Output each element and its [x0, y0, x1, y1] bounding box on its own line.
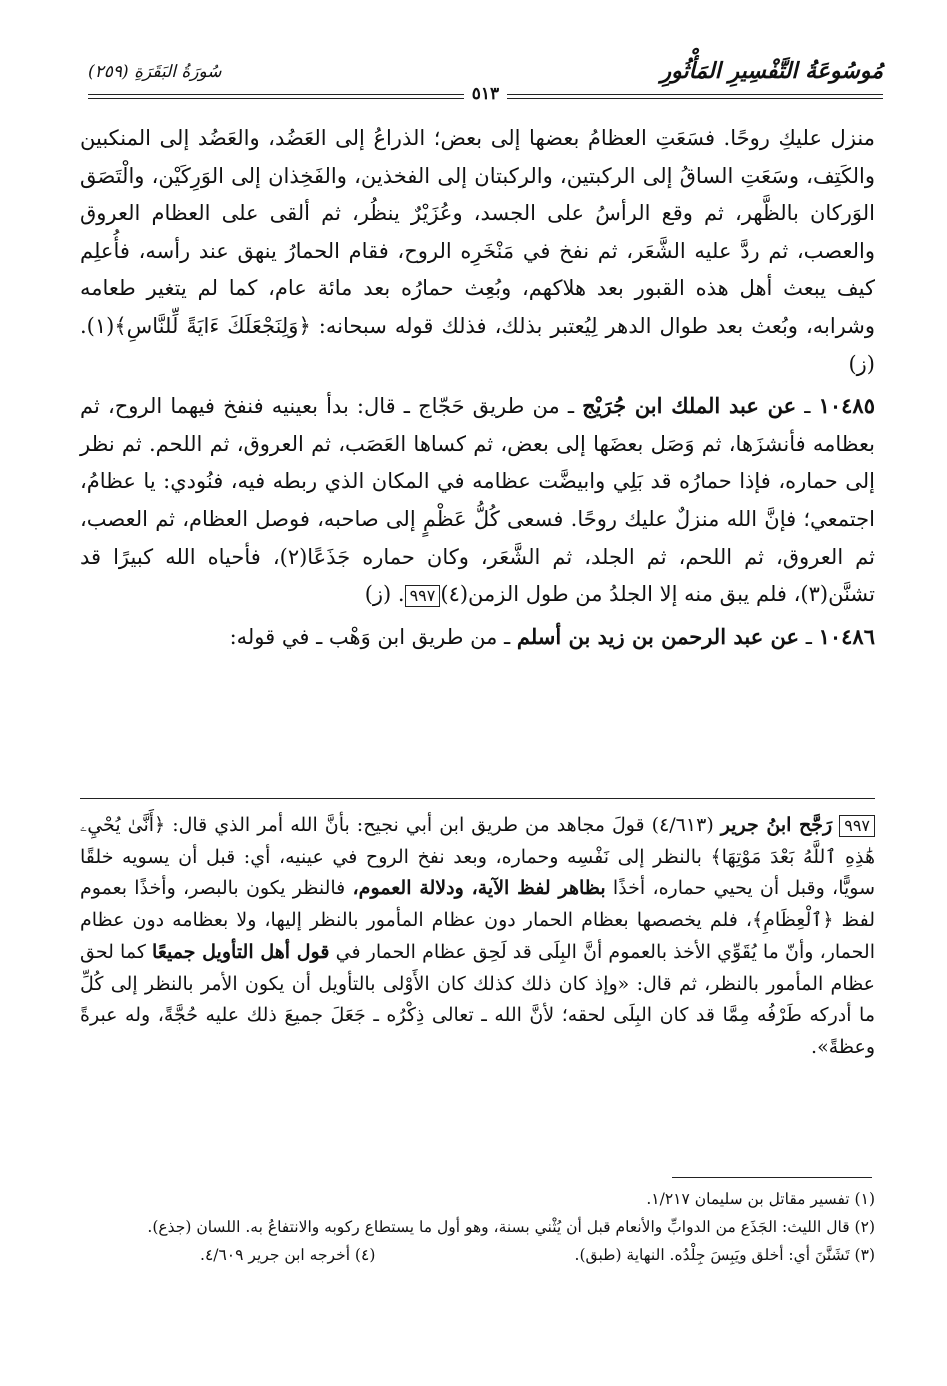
entry-tail: . (ز)	[364, 582, 405, 607]
note-emphasis: قول أهل التأويل جميعًا	[152, 940, 330, 963]
book-title: مُوسُوعَةُ التَّفْسِيرِ المَأْثُورِ	[660, 58, 883, 84]
commentary-note	[80, 810, 875, 1064]
entry-narrator: عن عبد الرحمن بن زيد بن أسلم	[516, 623, 800, 649]
entry-text: ـ من طريق ابن وَهْب ـ في قوله:	[229, 624, 511, 649]
entry-narrator: عن عبد الملك ابن جُرَيْج	[582, 393, 797, 419]
note-paragraph	[80, 810, 875, 1064]
narration-entry: ١٠٤٨٦ ـ عن عبد الرحمن بن زيد بن أسلم ـ من طريق ابن وَهْب ـ في قوله:	[229, 623, 875, 649]
main-text	[80, 120, 875, 656]
note-text: (٤/٦١٣) قولَ مجاهد من طريق ابن أبي نجيح: بأنَّ الله أمر الذي قال: ﴿أَنَّىٰ يُحْيِۦ هَٰذِهِ ٱللَّهُ بَعْدَ مَوْتِهَا﴾ بالنظر إلى نَفْسِه وحماره، وبعد نفخ الروح في عينيه، أي: قبل أن يسويه خلقًا سويًّا، وقبل أن يحيي حماره، أخذًا	[80, 814, 876, 900]
section-divider	[80, 798, 875, 799]
entry-text: ـ من طريق حَجّاج ـ قال: بدأ بعينيه فنفخ فيهما الروح، ثم بعظامه فأنشزَها، ثم وَصَل بعضَها إلى بعض، ثم كساها العَصَب، ثم العروق، ثم اللحم. ثم نظر إلى حماره، فإذا حمارُه قد بَلِي وابيضَّت عظامه في المكان الذي ربطه فيه، فنُودي: يا عظامُ، اجتمعي؛ فإنَّ الله منزلٌ عليك روحًا. فسعى كُلُّ عَظْمٍ إلى صاحبه، فوصل العظام، ثم العصب، ثم العروق، ثم اللحم، ثم الجلد، ثم الشَّعَر، وكان حماره جَذَعًا(٢)، فأحياه الله كبيرًا قد تشنَّن(٣)، فلم يبق منه إلا الجلدُ من طول الزمن(٤)	[80, 394, 875, 607]
footnote-row	[80, 1241, 875, 1269]
footnote: (١) تفسير مقاتل بن سليمان ١/٢١٧.	[646, 1190, 875, 1208]
page-number-wrap	[88, 86, 883, 106]
cross-reference-box: ٩٩٧	[405, 585, 441, 607]
footnote: (٣) تَشَنَّنَ أي: أخلق ويَبِسَ جِلْدُه. النهاية (طبق).	[574, 1246, 875, 1264]
footnote: (٢) قال الليث: الجَذَع من الدوابِّ والأنعام قبل أن يُثْني بسنة، وهو أول ما يستطاع ركوبه والانتفاعُ به. اللسان (جذع).	[147, 1218, 875, 1236]
note-lead: رَجَّح ابنُ جرير	[720, 814, 833, 836]
paragraph: منزل عليكِ روحًا. فسَعَتِ العظامُ بعضها إلى بعض؛ الذراعُ إلى العَضُد، والعَضُد إلى المنكبين والكَتِف، وسَعَتِ الساقُ إلى الركبتين، والركبتان إلى الفخذين، والفَخِذان إلى الوَرِكَيْن، والْتَصَق الوَركان بالظَّهر، ثم وقع الرأسُ على الجسد، وعُزَيْرٌ ينظُر، ثم ألقى على العظام العروق والعصب، ثم ردَّ عليه الشَّعَر، ثم نفخ في مَنْخَرِه الروح، فقام الحمارُ ينهق عند رأسه، فأُعلِم كيف يبعث أهل هذه القبور بعد هلاكهم، وبُعِث حمارُه بعد مائة عام، كما لم يتغير طعامه وشرابه، وبُعث بعد طوال الدهر لِيُعتبر بذلك، فذلك قوله سبحانه: ﴿وَلِنَجْعَلَكَ ءَايَةً لِّلنَّاسِ﴾(١). (ز)	[80, 126, 875, 376]
entry-number: ١٠٤٨٥	[818, 393, 875, 419]
note-reference-box: ٩٩٧	[839, 815, 875, 837]
entry-number: ١٠٤٨٦	[818, 623, 875, 649]
footnote-rule	[672, 1177, 872, 1178]
note-emphasis: بظاهر لفظ الآية، ودلالة العموم،	[352, 877, 606, 900]
footnote: (٤) أخرجه ابن جرير ٤/٦٠٩.	[200, 1246, 376, 1264]
sura-label: سُورَةُ البَقَرَةِ (٢٥٩)	[88, 62, 222, 82]
note-text: كما لحق عظام المأمور بالنظر، ثم قال: «وإذ كان ذلك كذلك كان الأَوْلى بالتأويل أن يكون الأمر بالنظر إلى كُلِّ ما أدركه طَرْفُه مِمَّا قد كان البِلَى لحقه؛ لأنَّ الله ـ تعالى ذِكْرُه ـ جَعَلَ جميعَ ذلك عليه حُجَّةً، وله عبرةً وعظةً».	[80, 940, 875, 1058]
note-text: فالنظر يكون بالبصر، وأخذًا بعموم لفظ ﴿ٱلْعِظَامِ﴾، فلم يخصصها بعظام الحمار دون عظام المأمور بالنظر إليها، ولا بعظامه دون عظام الحمار، وأنّ ما يُقَوِّي الأخذ بالعموم أنَّ البِلَى قد لَحِق عظام الحمار في	[80, 877, 875, 963]
page-number: ٥١٣	[464, 84, 507, 104]
page-header	[88, 58, 883, 104]
footnotes	[80, 1185, 875, 1269]
narration-entry: ١٠٤٨٥ ـ عن عبد الملك ابن جُرَيْج ـ من طريق حَجّاج ـ قال: بدأ بعينيه فنفخ فيهما الروح، ثم بعظامه فأنشزَها، ثم وَصَل بعضَها إلى بعض، ثم كساها العَصَب، ثم العروق، ثم اللحم. ثم نظر إلى حماره، فإذا حمارُه قد بَلِي وابيضَّت عظامه في المكان الذي ربطه فيه، فنُودي: يا عظامُ، اجتمعي؛ فإنَّ الله منزلٌ عليك روحًا. فسعى كُلُّ عَظْمٍ إلى صاحبه، فوصل العظام، ثم العصب، ثم العروق، ثم اللحم، ثم الجلد، ثم الشَّعَر، وكان حماره جَذَعًا(٢)، فأحياه الله كبيرًا قد تشنَّن(٣)، فلم يبق منه إلا الجلدُ من طول الزمن(٤)٩٩٧. (ز)	[80, 393, 875, 607]
